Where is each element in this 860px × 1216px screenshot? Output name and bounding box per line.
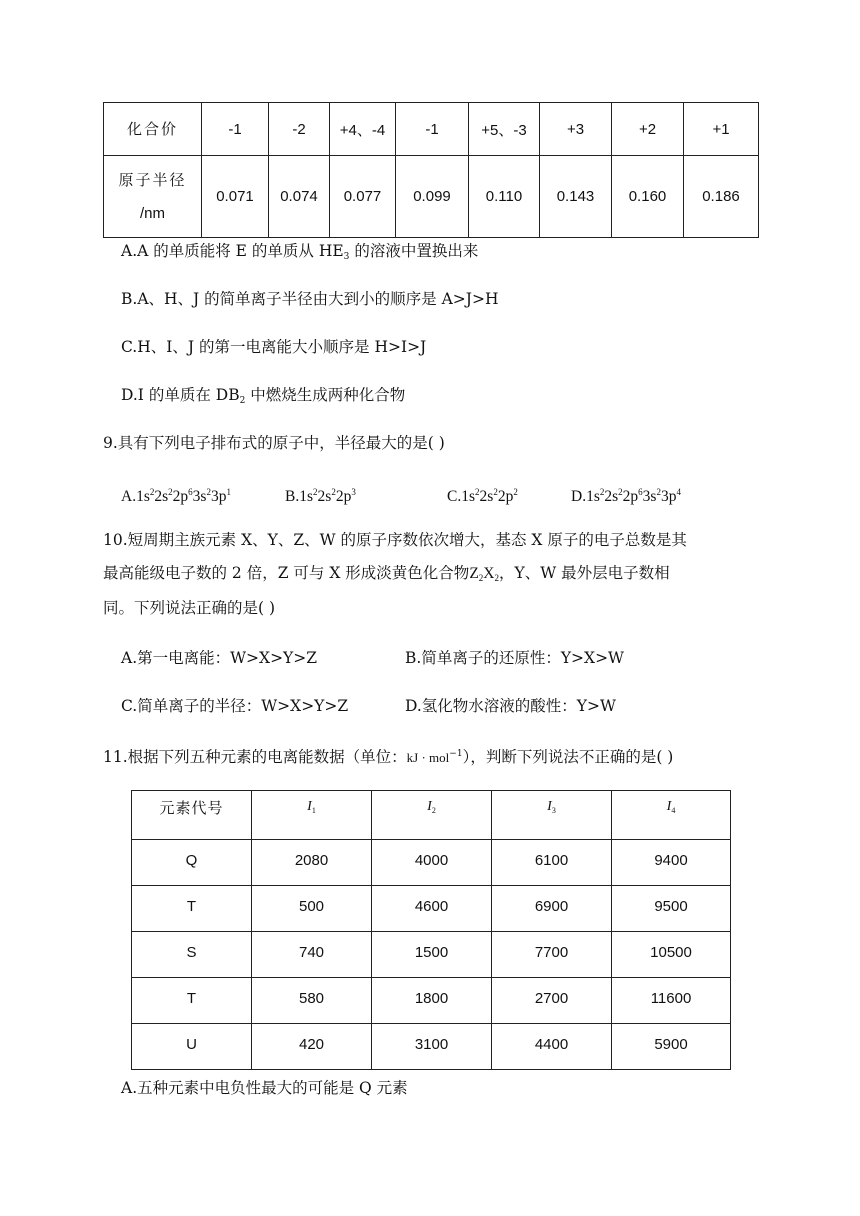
table-cell: 3100 [372, 1024, 492, 1070]
q10-stem-line3: 同。下列说法正确的是( ) [103, 599, 276, 617]
radius-cell: 0.160 [612, 156, 684, 238]
radius-cell: 0.077 [330, 156, 396, 238]
q8-option-b: B.A、H、J 的简单离子半径由大到小的顺序是 A>J>H [121, 290, 499, 308]
radius-row [104, 156, 759, 238]
table-cell: 6900 [492, 886, 612, 932]
radius-cell: 0.186 [684, 156, 759, 238]
valence-row-header: 化合价 [104, 103, 202, 156]
header-i1: $I_1$ [252, 791, 372, 840]
q10-option-a: A.第一电离能：W>X>Y>Z [121, 649, 318, 667]
q10-stem-line2: 最高能级电子数的 2 倍，Z 可与 X 形成淡黄色化合物$Z_2X_2$，Y、W 最外层电子数相 [103, 564, 670, 583]
q9-option-d: $D.1s^22s^22p^63s^23p^4$ [571, 487, 681, 505]
table-cell: 9400 [612, 840, 731, 886]
table-cell: 740 [252, 932, 372, 978]
table-cell: T [132, 886, 252, 932]
ionization-energy-table [131, 790, 731, 1070]
radius-cell: 0.071 [202, 156, 269, 238]
valence-cell: +3 [540, 103, 612, 156]
radius-cell: 0.143 [540, 156, 612, 238]
radius-header-line1: 原子半径 [118, 170, 187, 189]
table-row [132, 1024, 731, 1070]
header-i2: $I_2$ [372, 791, 492, 840]
q10-stem-line1: 10.短周期主族元素 X、Y、Z、W 的原子序数依次增大，基态 X 原子的电子总数是其 [103, 531, 687, 549]
valence-cell: +1 [684, 103, 759, 156]
table-cell: 500 [252, 886, 372, 932]
header-i3: $I_3$ [492, 791, 612, 840]
z2x2-formula: $Z_2X_2$ [469, 565, 499, 583]
q10-option-c: C.简单离子的半径：W>X>Y>Z [121, 697, 349, 715]
q8-option-c: C.H、I、J 的第一电离能大小顺序是 H>I>J [121, 338, 427, 356]
q11-option-a: A.五种元素中电负性最大的可能是 Q 元素 [121, 1079, 408, 1097]
radius-cell: 0.110 [469, 156, 540, 238]
q9-option-a: $A.1s^22s^22p^63s^23p^1$ [121, 487, 231, 505]
q10-option-d: D.氢化物水溶液的酸性：Y>W [405, 697, 616, 715]
table-cell: 6100 [492, 840, 612, 886]
table-cell: Q [132, 840, 252, 886]
valence-cell: -1 [202, 103, 269, 156]
table-row [132, 932, 731, 978]
table-cell: 11600 [612, 978, 731, 1024]
table-cell: 2080 [252, 840, 372, 886]
valence-cell: +4、-4 [330, 103, 396, 156]
table-cell: 420 [252, 1024, 372, 1070]
q8-option-a: A.A 的单质能将 E 的单质从 $HE_3$ 的溶液中置换出来 [121, 242, 479, 262]
valence-cell: +2 [612, 103, 684, 156]
table-cell: 2700 [492, 978, 612, 1024]
radius-cell: 0.074 [269, 156, 330, 238]
table-cell: 1800 [372, 978, 492, 1024]
q8-option-d: D.I 的单质在 $DB_2$ 中燃烧生成两种化合物 [121, 386, 406, 406]
q10-option-b: B.简单离子的还原性：Y>X>W [405, 649, 624, 667]
table-cell: 1500 [372, 932, 492, 978]
table-cell: 5900 [612, 1024, 731, 1070]
valence-cell: -2 [269, 103, 330, 156]
table-cell: T [132, 978, 252, 1024]
table-cell: S [132, 932, 252, 978]
table-row [132, 840, 731, 886]
radius-header-line2: /nm [139, 204, 165, 222]
radius-row-header [104, 156, 202, 238]
table-header-row [132, 791, 731, 840]
q11-stem: 11.根据下列五种元素的电离能数据（单位：kJ · mol$^{-1}$），判断下列说法不正确的是( ) [103, 748, 674, 766]
radius-cell: 0.099 [396, 156, 469, 238]
table-cell: 4600 [372, 886, 492, 932]
valence-cell: -1 [396, 103, 469, 156]
table-cell: 10500 [612, 932, 731, 978]
table-row [132, 978, 731, 1024]
header-i4: $I_4$ [612, 791, 731, 840]
valence-cell: +5、-3 [469, 103, 540, 156]
q9-option-c: $C.1s^22s^22p^2$ [447, 487, 518, 505]
q9-option-b: $B.1s^22s^22p^3$ [285, 487, 356, 505]
table-cell: U [132, 1024, 252, 1070]
q9-stem: 9.具有下列电子排布式的原子中，半径最大的是( ) [103, 434, 445, 452]
table-cell: 4400 [492, 1024, 612, 1070]
valence-row [104, 103, 759, 156]
header-element-code: 元素代号 [132, 791, 252, 840]
valence-radius-table [103, 102, 759, 238]
table-cell: 4000 [372, 840, 492, 886]
table-cell: 7700 [492, 932, 612, 978]
table-cell: 580 [252, 978, 372, 1024]
table-row [132, 886, 731, 932]
table-cell: 9500 [612, 886, 731, 932]
